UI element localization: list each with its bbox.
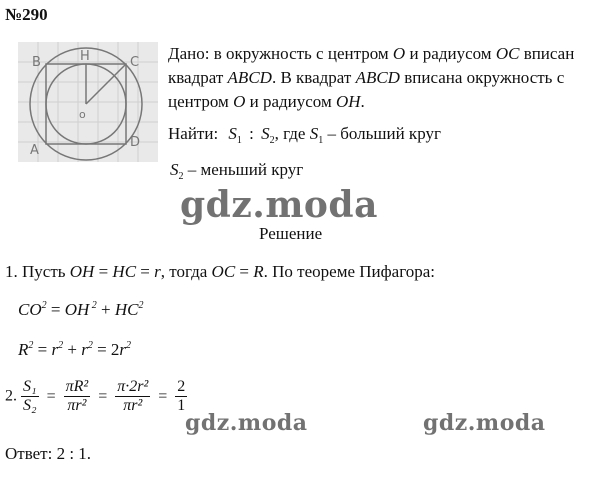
given-line-1: Дано: в окружность с центром O и радиусом OC вписан [168,44,575,63]
solution-title: Решение [259,224,323,243]
problem-number: №290 [5,5,48,24]
find-line-2: $S_2$ – меньший круг [170,160,304,182]
formula-radius: $R^2 = r^2 + r^2 = 2r^2$ [18,340,132,359]
step-2: 2. $\frac{\text{S₁}}{\text{S₂}}$ = $\frac{\text{πR²}}{\text{πr²}}$ = $\frac{\text{π·2r²}}{\text{πr²}}$ = $\frac{2}{1}$ [5,378,186,414]
label-b: B [32,55,41,70]
label-o: o [79,108,86,121]
label-h: H [80,49,90,64]
fraction-result: $\frac{2}{1}$ [177,378,186,414]
fraction-pi-r2: $\frac{\text{πR²}}{\text{πr²}}$ [65,378,89,414]
watermark-1: gdz.moda [180,184,378,226]
geometry-figure [18,42,158,162]
fraction-pi-2r2: $\frac{\text{π·2r²}}{\text{πr²}}$ [117,378,149,414]
given-line-2: квадрат ABCD. В квадрат ABCD вписана окружность с [168,68,565,87]
label-c: C [130,55,140,70]
given-line-3: центром O и радиусом OH. [168,92,365,111]
answer: Ответ: 2 : 1. [5,444,92,463]
watermark-2: gdz.moda [185,410,308,436]
fraction-s1-s2: $\frac{\text{S₁}}{\text{S₂}}$ [23,378,37,414]
step-1: 1. Пусть OH = HC = r, тогда OC = R. По теореме Пифагора: [5,262,436,281]
find-line-1: Найти: $S_1$ : $S_2$, где $S_1$ – больший круг [168,124,441,146]
formula-pythagoras: $CO^2$ = OH $^2 + HC^2$ [18,300,144,319]
label-a: A [30,143,39,158]
watermark-3: gdz.moda [423,410,546,436]
figure [18,42,158,162]
label-d: D [130,135,141,150]
